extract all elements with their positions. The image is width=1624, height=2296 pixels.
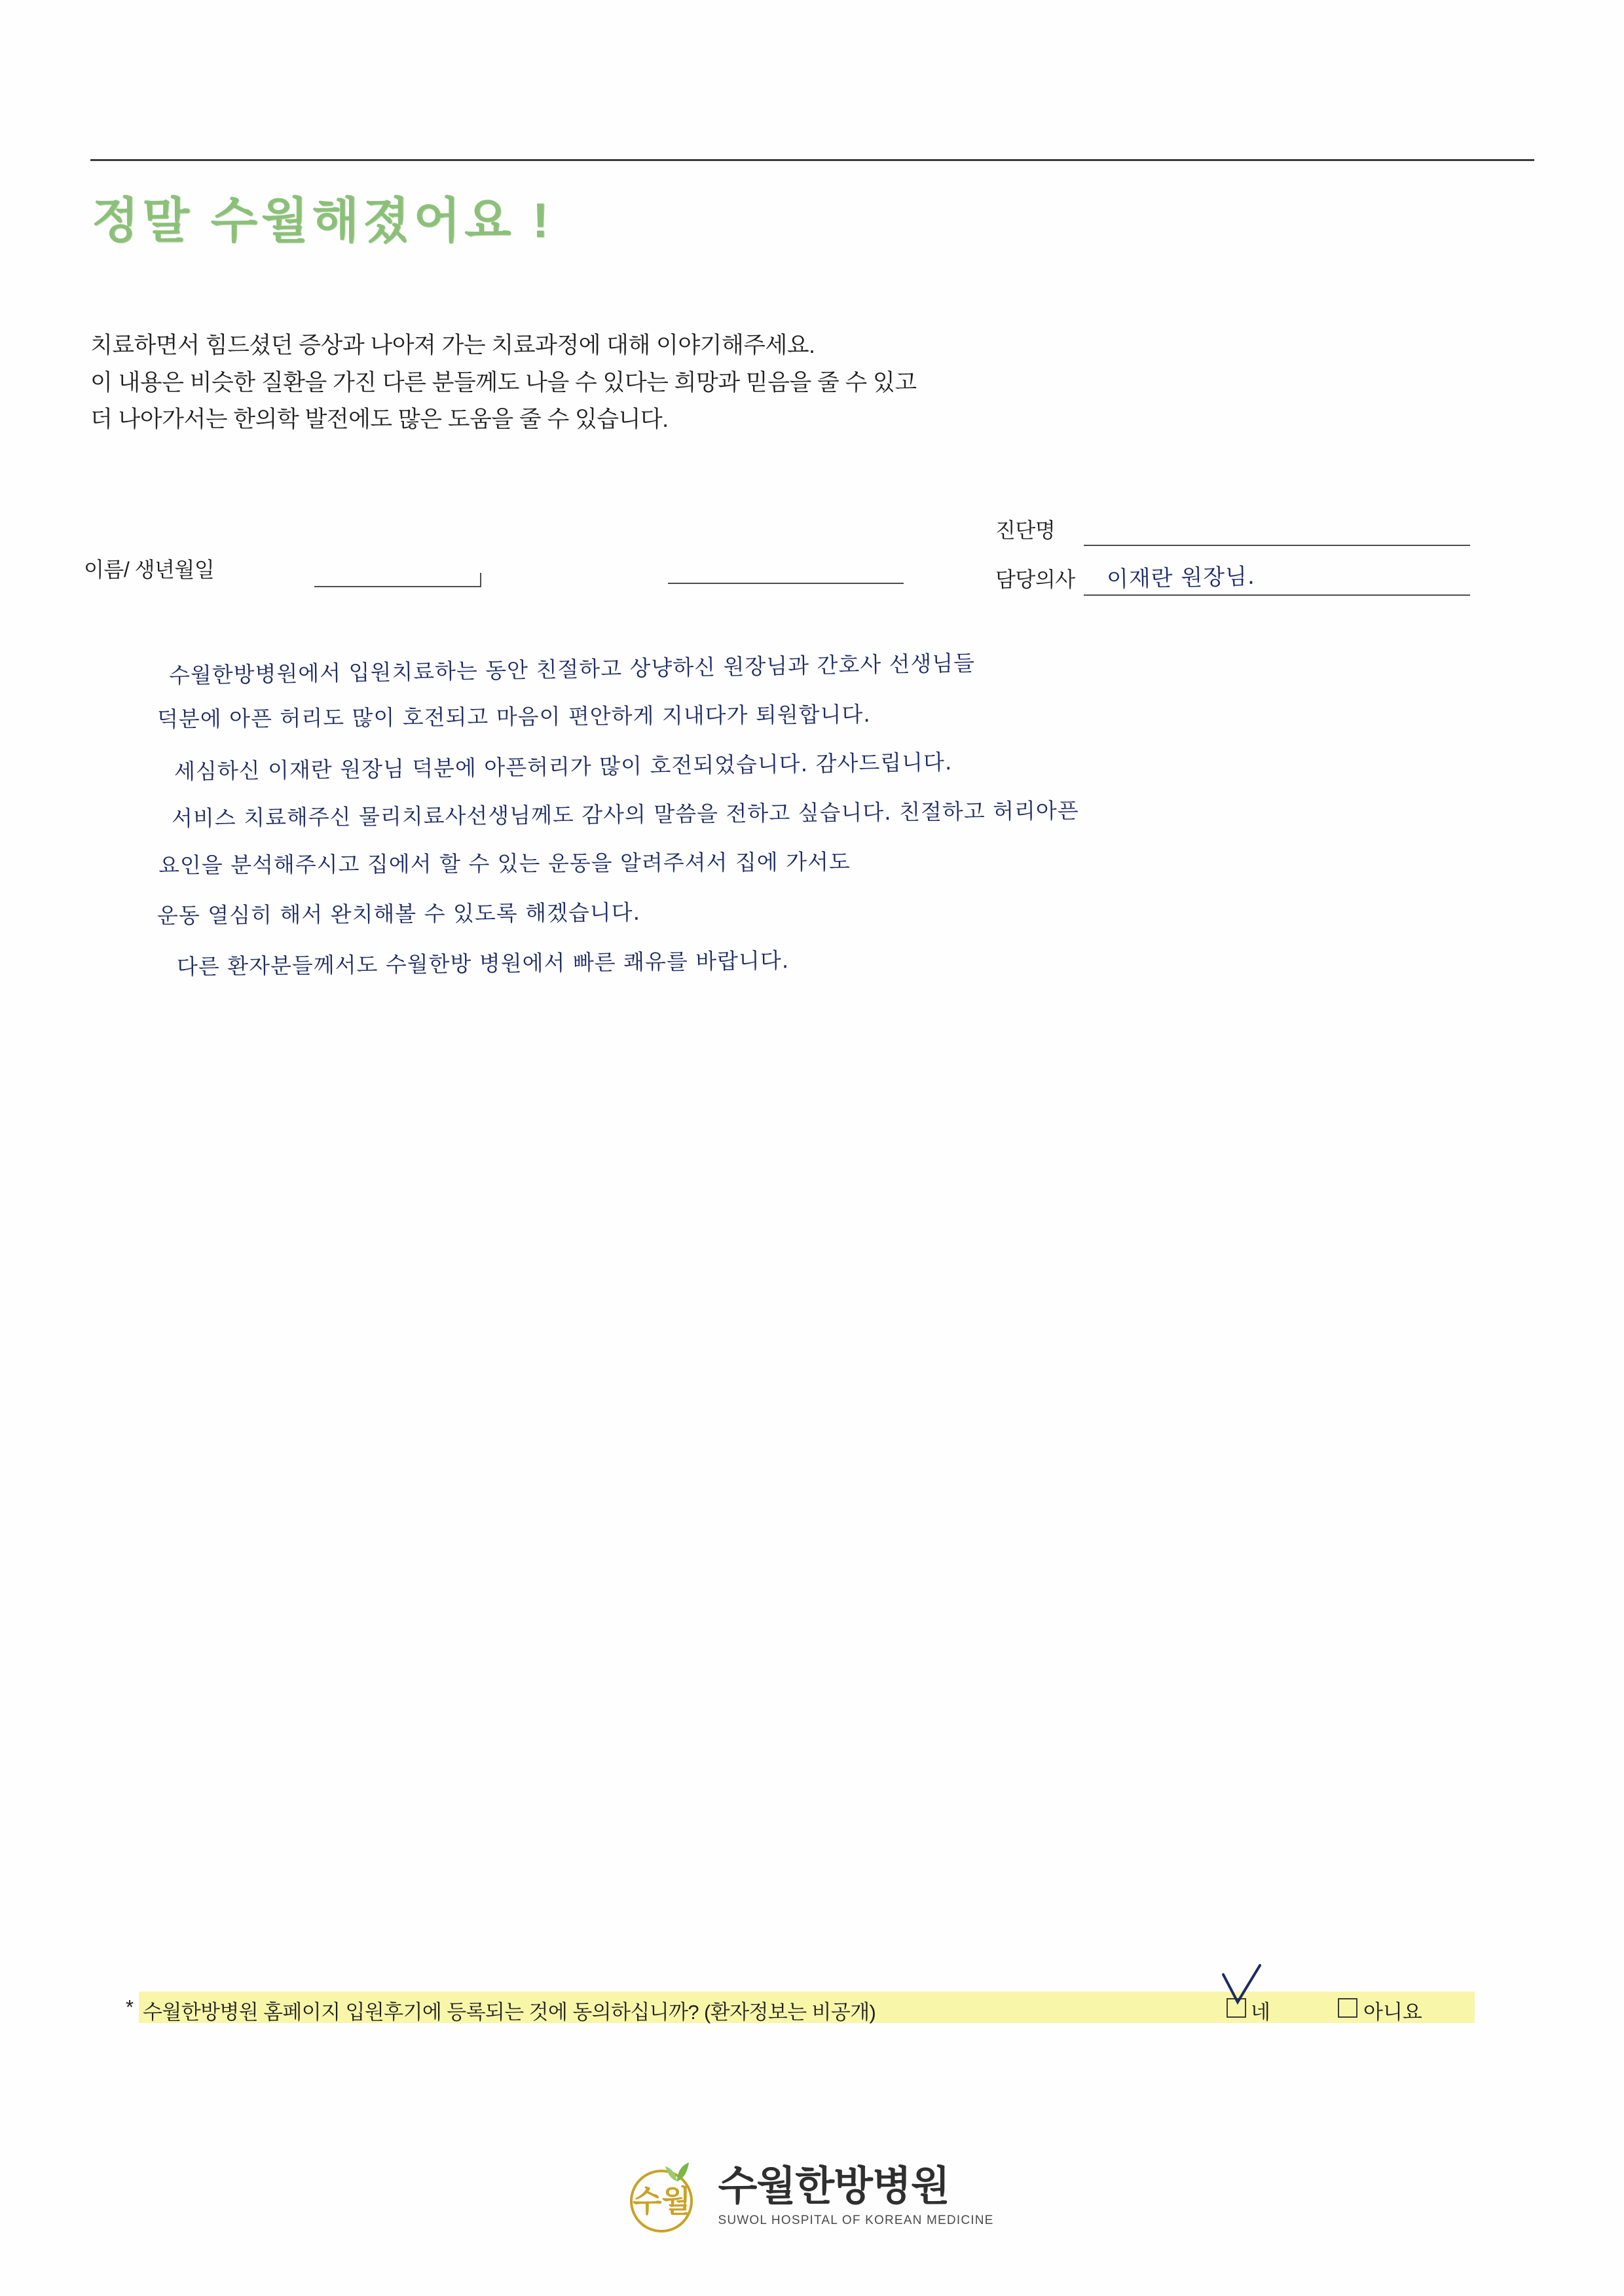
hospital-logo: [630, 2160, 993, 2234]
doctor-handwritten-value: 이재란 원장님.: [1106, 563, 1256, 593]
logo-subtitle: SUWOL HOSPITAL OF KOREAN MEDICINE: [718, 2214, 994, 2227]
diagnosis-label: 진단명: [995, 519, 1056, 542]
intro-line-3: 더 나아가서는 한의학 발전에도 많은 도움을 줄 수 있습니다.: [90, 407, 669, 433]
handwritten-line: 수월한방병원에서 입원치료하는 동안 친절하고 상냥하신 원장님과 간호사 선생님들: [168, 650, 976, 689]
top-divider: [90, 159, 1534, 161]
name-birth-input-line[interactable]: [314, 586, 481, 587]
logo-text-block: [718, 2166, 993, 2228]
leaf-icon: [664, 2160, 690, 2183]
diagnosis-input-line[interactable]: [1084, 545, 1470, 546]
handwritten-testimonial: [157, 650, 1460, 998]
doctor-input-line[interactable]: [1084, 594, 1470, 596]
handwritten-line: 운동 열심히 해서 완치해볼 수 있도록 해겠습니다.: [157, 899, 641, 928]
consent-option-yes-label: 네: [1251, 2001, 1270, 2024]
handwritten-line: 덕분에 아픈 허리도 많이 호전되고 마음이 편안하게 지내다가 퇴원합니다.: [157, 701, 871, 732]
checkmark-icon: [1219, 1963, 1265, 2009]
page-title: 정말 수월해졌어요 !: [92, 193, 553, 247]
consent-checkbox-no[interactable]: [1338, 1998, 1357, 2018]
logo-mark-icon: [630, 2160, 703, 2234]
birth-input-line[interactable]: [668, 583, 904, 584]
intro-line-1: 치료하면서 힘드셨던 증상과 나아져 가는 치료과정에 대해 이야기해주세요.: [90, 333, 815, 358]
logo-character: 수월: [633, 2184, 691, 2218]
doctor-label: 담당의사: [995, 568, 1075, 591]
handwritten-line: 서비스 치료해주신 물리치료사선생님께도 감사의 말씀을 전하고 싶습니다. 친절하고 허리아픈: [171, 797, 1079, 831]
footer: [0, 2160, 1624, 2234]
logo-title: 수월한방병원: [718, 2164, 950, 2209]
intro-paragraph: [90, 327, 917, 439]
consent-option-no-label: 아니요: [1363, 2001, 1422, 2024]
name-birth-separator: [480, 573, 481, 587]
name-birth-label: 이름/ 생년월일: [84, 558, 215, 581]
intro-line-2: 이 내용은 비슷한 질환을 가진 다른 분들께도 나을 수 있다는 희망과 믿음을 줄 수 있고: [90, 369, 917, 395]
consent-question: 수월한방병원 홈페이지 입원후기에 등록되는 것에 동의하십니까? (환자정보는 비공개): [143, 2001, 876, 2024]
handwritten-line: 세심하신 이재란 원장님 덕분에 아픈허리가 많이 호전되었습니다. 감사드립니다.: [174, 749, 953, 784]
consent-asterisk: *: [126, 1995, 134, 2018]
handwritten-line: 요인을 분석해주시고 집에서 할 수 있는 운동을 알려주셔서 집에 가서도: [158, 848, 851, 879]
handwritten-line: 다른 환자분들께서도 수월한방 병원에서 빠른 쾌유를 바랍니다.: [176, 947, 790, 980]
